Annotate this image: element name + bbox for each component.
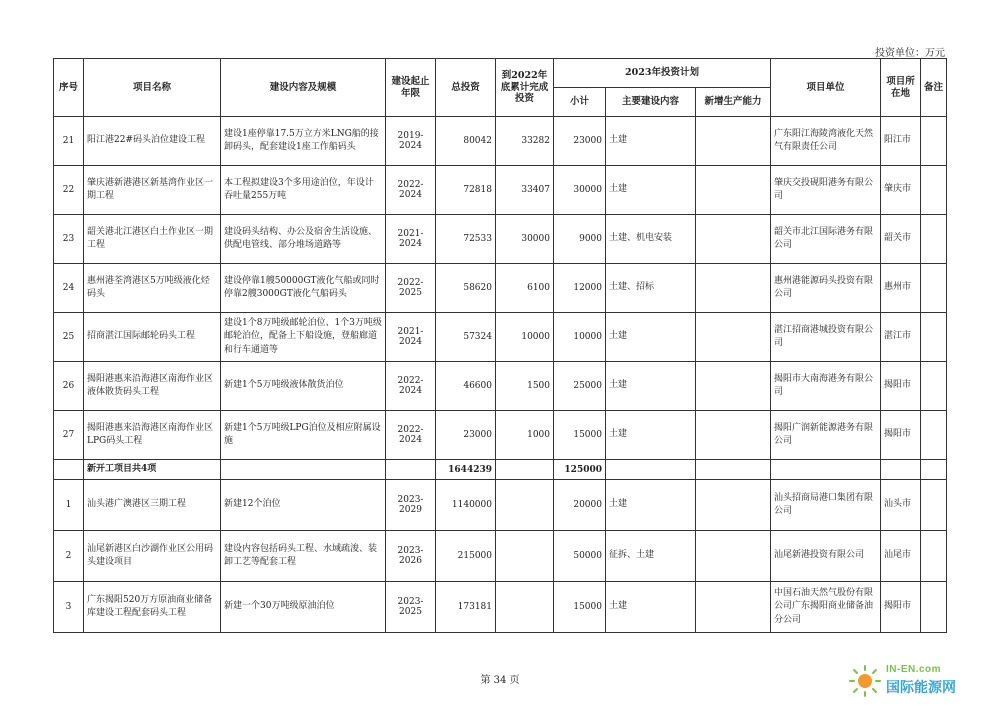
cell-subtotal: 50000 xyxy=(554,531,606,582)
header-new-capacity: 新增生产能力 xyxy=(696,88,771,117)
investment-unit-note: 投资单位：万元 xyxy=(875,48,945,59)
watermark-logo xyxy=(848,660,988,700)
table-row xyxy=(54,531,947,582)
cell-subtotal: 12000 xyxy=(554,264,606,313)
cell-content: 建设码头结构、办公及宿舍生活设施、供配电管线、部分堆场道路等 xyxy=(221,215,386,264)
header-period: 建设起止年限 xyxy=(386,59,436,117)
watermark-brand: 国际能源网 xyxy=(886,680,956,696)
cell-main: 土建 xyxy=(606,362,696,411)
cell-seq: 21 xyxy=(54,117,84,166)
cell-period: 2019-2024 xyxy=(386,117,436,166)
cell-capacity xyxy=(696,313,771,362)
cell-content: 新建12个泊位 xyxy=(221,480,386,531)
cell-unit: 汕头招商局港口集团有限公司 xyxy=(771,480,881,531)
cell-subtotal: 10000 xyxy=(554,313,606,362)
cell-capacity xyxy=(696,166,771,215)
cell-name: 惠州港荃湾港区5万吨级液化烃码头 xyxy=(84,264,221,313)
cell-main: 征拆、土建 xyxy=(606,531,696,582)
cell-main: 土建 xyxy=(606,117,696,166)
project-table xyxy=(53,58,947,633)
cell-done: 10000 xyxy=(496,313,554,362)
header-name: 项目名称 xyxy=(84,59,221,117)
cell-unit: 揭阳广润新能源港务有限公司 xyxy=(771,411,881,460)
cell-done: 1500 xyxy=(496,362,554,411)
cell-content: 建设停靠1艘50000GT液化气船或同时停靠2艘3000GT液化气船码头 xyxy=(221,264,386,313)
cell-location: 阳江市 xyxy=(881,117,921,166)
cell-name: 汕头港广澳港区三期工程 xyxy=(84,480,221,531)
cell-period: 2023-2025 xyxy=(386,582,436,633)
cell-period: 2021-2024 xyxy=(386,215,436,264)
cell-seq: 25 xyxy=(54,313,84,362)
header-content: 建设内容及规模 xyxy=(221,59,386,117)
cell-location: 汕头市 xyxy=(881,480,921,531)
cell-subtotal: 20000 xyxy=(554,480,606,531)
group-row-new-projects xyxy=(54,460,947,480)
cell-name: 揭阳港惠来沿海港区南海作业区LPG码头工程 xyxy=(84,411,221,460)
cell-main: 土建 xyxy=(606,480,696,531)
table-row xyxy=(54,166,947,215)
cell-remark xyxy=(921,582,947,633)
cell-main: 土建、机电安装 xyxy=(606,215,696,264)
cell-remark xyxy=(921,531,947,582)
cell-done: 30000 xyxy=(496,215,554,264)
cell-total: 80042 xyxy=(436,117,496,166)
cell-done: 6100 xyxy=(496,264,554,313)
cell-total: 46600 xyxy=(436,362,496,411)
cell-content: 建设内容包括码头工程、水域疏浚、装卸工艺等配套工程 xyxy=(221,531,386,582)
header-seq: 序号 xyxy=(54,59,84,117)
cell-total: 72818 xyxy=(436,166,496,215)
cell-name: 肇庆港新港港区新基湾作业区一期工程 xyxy=(84,166,221,215)
cell-period: 2021-2024 xyxy=(386,313,436,362)
cell-location: 揭阳市 xyxy=(881,362,921,411)
cell-period: 2022-2024 xyxy=(386,411,436,460)
cell-subtotal: 15000 xyxy=(554,582,606,633)
cell-content: 建设1个8万吨级邮轮泊位、1个3万吨级邮轮泊位，配备上下船设施，登船廊道和行车通道等 xyxy=(221,313,386,362)
cell-unit: 中国石油天然气股份有限公司广东揭阳商业储备油分公司 xyxy=(771,582,881,633)
group-label: 新开工项目共4项 xyxy=(84,460,221,480)
table-row xyxy=(54,411,947,460)
group-subtotal: 125000 xyxy=(554,460,606,480)
cell-capacity xyxy=(696,531,771,582)
cell-subtotal: 23000 xyxy=(554,117,606,166)
header-main-content: 主要建设内容 xyxy=(606,88,696,117)
header-unit: 项目单位 xyxy=(771,59,881,117)
cell-name: 韶关港北江港区白土作业区一期工程 xyxy=(84,215,221,264)
cell-main: 土建 xyxy=(606,313,696,362)
watermark-domain: IN-EN.com xyxy=(886,664,942,675)
cell-name: 广东揭阳520万方原油商业储备库建设工程配套码头工程 xyxy=(84,582,221,633)
cell-remark xyxy=(921,411,947,460)
table-row xyxy=(54,582,947,633)
cell-location: 韶关市 xyxy=(881,215,921,264)
cell-content: 建设1座停靠17.5万立方米LNG船的接卸码头，配套建设1座工作船码头 xyxy=(221,117,386,166)
cell-seq: 24 xyxy=(54,264,84,313)
cell-period: 2022-2024 xyxy=(386,166,436,215)
cell-seq: 23 xyxy=(54,215,84,264)
cell-unit: 肇庆交投砚阳港务有限公司 xyxy=(771,166,881,215)
cell-done: 33282 xyxy=(496,117,554,166)
group-total: 1644239 xyxy=(436,460,496,480)
cell-capacity xyxy=(696,582,771,633)
cell-seq: 26 xyxy=(54,362,84,411)
cell-done xyxy=(496,531,554,582)
cell-remark xyxy=(921,117,947,166)
cell-main: 土建 xyxy=(606,411,696,460)
cell-location: 肇庆市 xyxy=(881,166,921,215)
cell-location: 湛江市 xyxy=(881,313,921,362)
cell-name: 招商湛江国际邮轮码头工程 xyxy=(84,313,221,362)
cell-total: 72533 xyxy=(436,215,496,264)
cell-content: 新建1个5万吨级液体散货泊位 xyxy=(221,362,386,411)
cell-remark xyxy=(921,166,947,215)
cell-name: 阳江港22#码头泊位建设工程 xyxy=(84,117,221,166)
table-row xyxy=(54,264,947,313)
header-total: 总投资 xyxy=(436,59,496,117)
table-row xyxy=(54,313,947,362)
cell-name: 揭阳港惠来沿海港区南海作业区液体散货码头工程 xyxy=(84,362,221,411)
table-row xyxy=(54,480,947,531)
cell-period: 2023-2026 xyxy=(386,531,436,582)
table-row xyxy=(54,362,947,411)
cell-subtotal: 9000 xyxy=(554,215,606,264)
header-plan-2023: 2023年投资计划 xyxy=(554,59,771,88)
cell-seq: 2 xyxy=(54,531,84,582)
page-number: 第 34 页 xyxy=(480,675,520,686)
header-subtotal: 小计 xyxy=(554,88,606,117)
cell-total: 23000 xyxy=(436,411,496,460)
cell-total: 215000 xyxy=(436,531,496,582)
cell-capacity xyxy=(696,411,771,460)
cell-unit: 广东阳江海陵湾液化天然气有限责任公司 xyxy=(771,117,881,166)
sun-icon xyxy=(848,664,882,698)
cell-remark xyxy=(921,480,947,531)
cell-done xyxy=(496,480,554,531)
cell-seq: 3 xyxy=(54,582,84,633)
cell-remark xyxy=(921,215,947,264)
cell-capacity xyxy=(696,362,771,411)
cell-seq: 27 xyxy=(54,411,84,460)
cell-main: 土建 xyxy=(606,166,696,215)
cell-unit: 韶关市北江国际港务有限公司 xyxy=(771,215,881,264)
cell-total: 58620 xyxy=(436,264,496,313)
header-remark: 备注 xyxy=(921,59,947,117)
cell-capacity xyxy=(696,117,771,166)
cell-subtotal: 30000 xyxy=(554,166,606,215)
cell-content: 新建1个5万吨级LPG泊位及相应附属设施 xyxy=(221,411,386,460)
cell-unit: 惠州港能源码头投资有限公司 xyxy=(771,264,881,313)
cell-unit: 汕尾新港投资有限公司 xyxy=(771,531,881,582)
cell-main: 土建 xyxy=(606,582,696,633)
cell-done xyxy=(496,582,554,633)
cell-period: 2022-2025 xyxy=(386,264,436,313)
cell-unit: 揭阳市大南海港务有限公司 xyxy=(771,362,881,411)
table-row xyxy=(54,117,947,166)
cell-name: 汕尾新港区白沙湖作业区公用码头建设项目 xyxy=(84,531,221,582)
cell-location: 汕尾市 xyxy=(881,531,921,582)
cell-remark xyxy=(921,264,947,313)
cell-period: 2023-2029 xyxy=(386,480,436,531)
cell-capacity xyxy=(696,215,771,264)
group-seq xyxy=(54,460,84,480)
header-done: 到2022年底累计完成投资 xyxy=(496,59,554,117)
cell-remark xyxy=(921,362,947,411)
cell-period: 2022-2024 xyxy=(386,362,436,411)
cell-subtotal: 25000 xyxy=(554,362,606,411)
cell-total: 1140000 xyxy=(436,480,496,531)
cell-subtotal: 15000 xyxy=(554,411,606,460)
cell-seq: 1 xyxy=(54,480,84,531)
cell-done: 33407 xyxy=(496,166,554,215)
cell-done: 1000 xyxy=(496,411,554,460)
cell-main: 土建、招标 xyxy=(606,264,696,313)
cell-remark xyxy=(921,313,947,362)
header-location: 项目所在地 xyxy=(881,59,921,117)
cell-total: 173181 xyxy=(436,582,496,633)
cell-unit: 湛江招商港城投资有限公司 xyxy=(771,313,881,362)
cell-content: 本工程拟建设3个多用途泊位，年设计吞吐量255万吨 xyxy=(221,166,386,215)
table-row xyxy=(54,215,947,264)
cell-total: 57324 xyxy=(436,313,496,362)
cell-seq: 22 xyxy=(54,166,84,215)
cell-location: 惠州市 xyxy=(881,264,921,313)
cell-location: 揭阳市 xyxy=(881,582,921,633)
cell-capacity xyxy=(696,480,771,531)
cell-capacity xyxy=(696,264,771,313)
cell-content: 新建一个30万吨级原油泊位 xyxy=(221,582,386,633)
cell-location: 揭阳市 xyxy=(881,411,921,460)
